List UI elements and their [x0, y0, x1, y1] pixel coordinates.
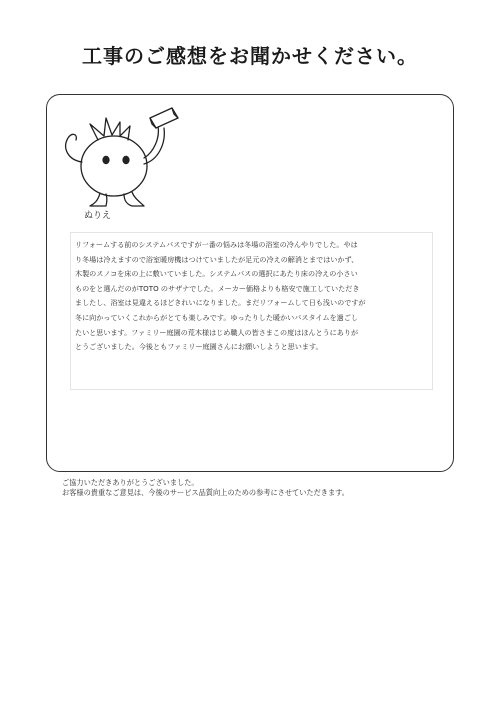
- footer-note: [62, 478, 462, 497]
- coloring-caption: ぬりえ: [84, 211, 112, 221]
- comment-line: たいと思います。ファミリー庭園の荒木様はじめ職人の皆さまこの度はほんとうにありが: [75, 327, 359, 337]
- customer-comment: [70, 232, 433, 390]
- comment-line: リフォームする前のシステムバスですが一番の悩みは冬場の浴室の冷んやりでした。やは: [75, 240, 358, 249]
- comment-line: り冬場は冷えますので浴室暖房機はつけていましたが足元の冷えの解消とまではいかず、: [75, 254, 359, 264]
- comment-line: 冬に向かっていくこれからがとても楽しみです。ゆったりした暖かいバスタイムを過ごし: [75, 312, 358, 322]
- comment-line: 木製のスノコを床の上に敷いていました。システムバスの選択にあたり床の冷えの小さい: [75, 269, 358, 279]
- comment-line: ものをと選んだのがTOTO のサザナでした。メーカー価格よりも格安で施工していただき: [75, 283, 360, 293]
- onion-mascot-drawing: [54, 98, 194, 218]
- comment-line: ましたし、浴室は見違えるほどきれいになりました。まだリフォームして日も浅いのですが: [75, 298, 366, 308]
- footer-thanks: ご協力いただきありがとうございました。: [62, 478, 199, 487]
- footer-feedback-note: お客様の貴重なご意見は、今後のサービス品質向上のための参考にさせていただきます。: [62, 487, 349, 497]
- comment-line: とうございました。今後ともファミリー庭園さんにお願いしようと思います。: [75, 342, 323, 352]
- page-title: 工事のご感想をお聞かせください。: [82, 44, 418, 68]
